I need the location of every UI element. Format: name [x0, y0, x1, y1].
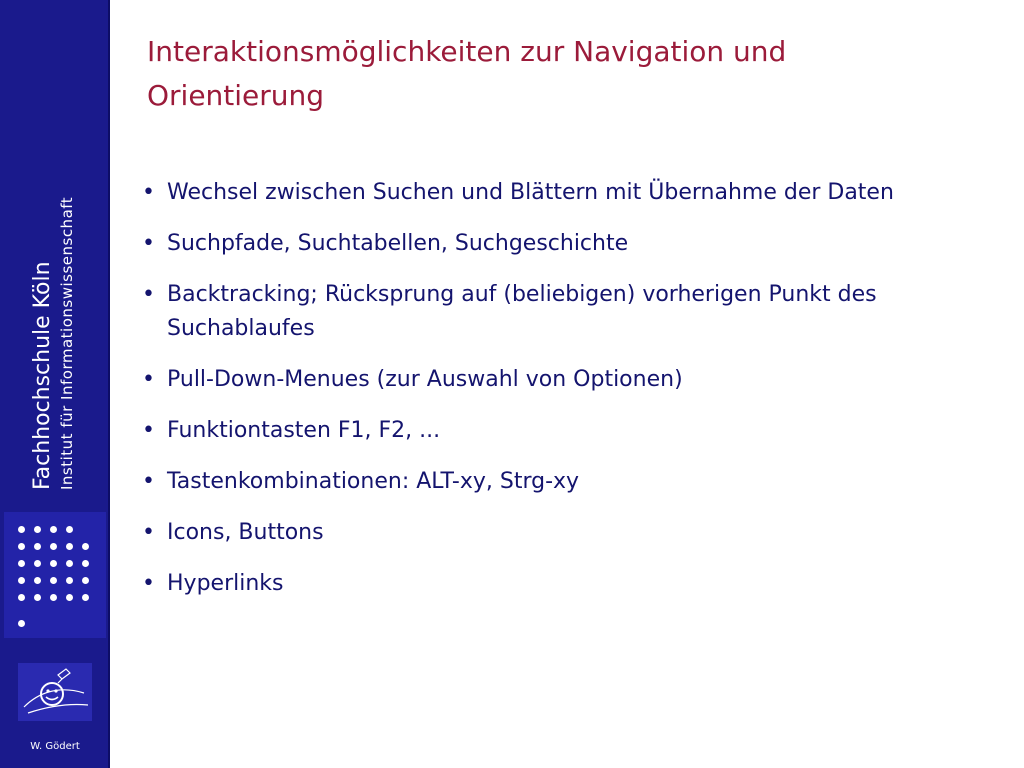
decorative-dot: [18, 577, 25, 584]
sidebar: [0, 0, 110, 768]
dot-pattern-decoration: [4, 512, 106, 638]
decorative-dot: [50, 577, 57, 584]
bullet-item: [142, 227, 1012, 261]
title-line-2: Orientierung: [147, 79, 325, 112]
bullet-item: [142, 176, 1012, 210]
bullet-icon: •: [142, 367, 155, 392]
decorative-dot: [34, 594, 41, 601]
bullet-icon: •: [142, 418, 155, 443]
bullet-list: [142, 176, 1012, 618]
decorative-dot: [82, 543, 89, 550]
bullet-text: Pull-Down-Menues (zur Auswahl von Optionen): [167, 367, 683, 392]
decorative-dot: [50, 543, 57, 550]
bullet-text: Wechsel zwischen Suchen und Blättern mit Übernahme der Daten: [167, 180, 894, 205]
bullet-item: [142, 516, 1012, 550]
bullet-icon: •: [142, 231, 155, 256]
bullet-icon: •: [142, 180, 155, 205]
bullet-text: Icons, Buttons: [167, 520, 324, 545]
institution-name: Fachhochschule Köln: [30, 261, 55, 490]
decorative-dot: [18, 526, 25, 533]
decorative-dot: [66, 560, 73, 567]
bullet-item: [142, 465, 1012, 499]
bullet-icon: •: [142, 282, 155, 307]
bullet-text: Tastenkombinationen: ALT-xy, Strg-xy: [167, 469, 580, 494]
author-label: W. Gödert: [30, 741, 80, 752]
decorative-dot: [34, 560, 41, 567]
decorative-dot: [50, 594, 57, 601]
decorative-dot: [18, 594, 25, 601]
decorative-dot: [66, 543, 73, 550]
decorative-dot: [50, 526, 57, 533]
bullet-icon: •: [142, 469, 155, 494]
decorative-dot: [66, 526, 73, 533]
bullet-item: [142, 414, 1012, 448]
bullet-item: [142, 278, 1012, 346]
bullet-text: Funktiontasten F1, F2, ...: [167, 418, 441, 443]
decorative-dot: [18, 560, 25, 567]
bullet-item: [142, 567, 1012, 601]
bullet-item: [142, 363, 1012, 397]
decorative-dot: [34, 526, 41, 533]
title-line-1: Interaktionsmöglichkeiten zur Navigation und: [147, 35, 787, 68]
slide-title: [147, 30, 967, 118]
decorative-dot: [82, 577, 89, 584]
decorative-dot: [66, 577, 73, 584]
bullet-icon: •: [142, 520, 155, 545]
department-name: Institut für Informationswissenschaft: [58, 196, 76, 490]
institution-label: [30, 197, 78, 490]
smiley-face-icon: [18, 663, 92, 721]
decorative-dot: [50, 560, 57, 567]
decorative-dot: [18, 620, 25, 627]
bullet-text-continuation: Suchablaufes: [167, 316, 315, 341]
decorative-dot: [34, 577, 41, 584]
bullet-text: Backtracking; Rücksprung auf (beliebigen) vorherigen Punkt des: [167, 282, 877, 307]
bullet-icon: •: [142, 571, 155, 596]
decorative-dot: [34, 543, 41, 550]
decorative-dot: [18, 543, 25, 550]
decorative-dot: [66, 594, 73, 601]
bullet-text: Suchpfade, Suchtabellen, Suchgeschichte: [167, 231, 629, 256]
decorative-dot: [82, 594, 89, 601]
bullet-text: Hyperlinks: [167, 571, 284, 596]
decorative-dot: [82, 560, 89, 567]
